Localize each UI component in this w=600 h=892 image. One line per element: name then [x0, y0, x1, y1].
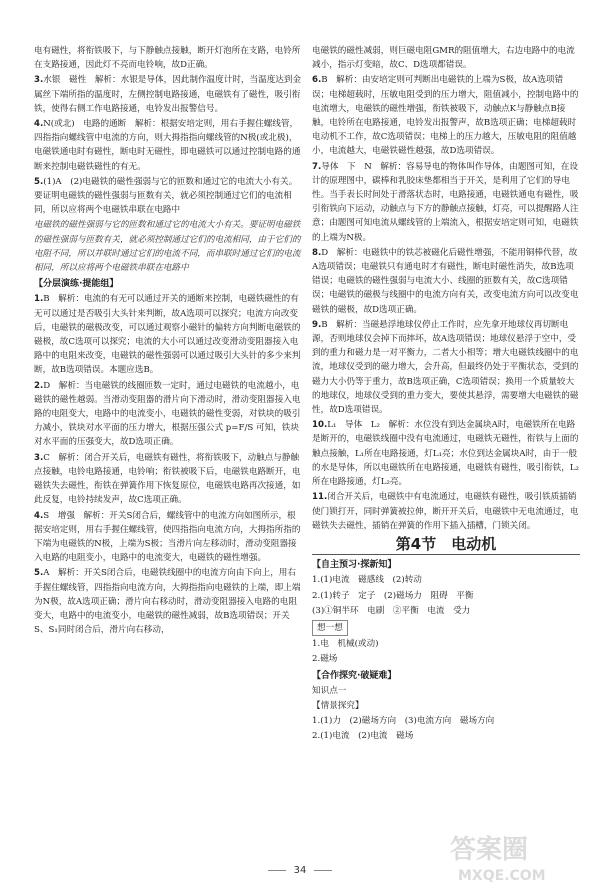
- question-number: 6.: [312, 75, 322, 86]
- question-number: 4.: [34, 119, 44, 130]
- answer-text: 知识点一: [312, 685, 347, 696]
- answer-item: [312, 160, 580, 245]
- footer-rule-left: [268, 870, 286, 871]
- answer-item: [312, 684, 580, 698]
- page-number: 34: [293, 865, 307, 876]
- answer-text: D 解析：当电磁铁的线圈匝数一定时，通过电磁铁的电流越小，电磁铁的磁性越弱。当滑动变阻器的滑片向下滑动时，滑动变阻器接入电路的电阻变大，电路中的电流变小，电磁铁的磁性变弱，对铁块的吸引力减小，铁块对水平面的压力增大，根据压强公式 p=F/S 可知，铁块对水平面的压强变大，故D选项正确。: [34, 380, 301, 448]
- question-number: 3.: [34, 452, 44, 463]
- footer-rule-right: [314, 870, 332, 871]
- answer-item: [34, 451, 302, 508]
- answer-item: [312, 73, 580, 158]
- answer-text: A 解析：开关S闭合后，电磁铁线圈中的电流方向由下向上，用右手握住螺线管，四指指向电流方向，大拇指指向电磁铁的上端，即上端为N极，故A选项正确；滑片向右移动时，滑动变阻器接入电路的电阻变大，电路中的电流变小，电磁铁的磁性减弱，故B选项错误；开关S、S₁同时闭合后，滑片向右移动，: [34, 568, 301, 636]
- answer-item: [312, 573, 580, 587]
- answer-text: D 解析：电磁铁中的铁芯被磁化后磁性增强，不能用铜棒代替，故A选项错误；电磁铁只有通电时才有磁性，断电时磁性消失，故B选项错误；电磁铁的磁性强弱与电流大小、线圈的匝数有关，故C选项错误；电磁铁的磁极与线圈中的电流方向有关，改变电流方向可以改变电磁铁的磁极，故D选项正确。: [312, 247, 579, 315]
- answer-text: 1.电 机械(或动): [312, 639, 379, 650]
- chapter-title: 第4节 电动机: [312, 537, 580, 555]
- answer-item: [34, 379, 302, 450]
- question-number: 11.: [312, 492, 328, 503]
- watermark-logo: [442, 828, 592, 886]
- answer-item: [34, 292, 302, 377]
- answer-text: 电磁铁的磁性减弱，则巨磁电阻GMR的阻值增大，右边电路中的电流减小，指示灯变暗，故C、D选项都错误。: [312, 46, 575, 71]
- think-box-label: 想一想: [312, 620, 348, 636]
- answer-text: B 解析：由安培定则可判断出电磁铁的上端为S极，故A选项错误；电梯超载时，压敏电阻受到的压力增大，阻值减小，控制电路中的电流增大，电磁铁的磁性增强，衔铁被吸下，动触点K与静触点B接触，电铃所在电路接通，电铃发出报警声，故B选项正确；电梯超载时电动机不工作，故C选项错误；电梯上的压力越大，压敏电阻的阻值越小，电流越大，电磁铁磁性越强，故D选项错误。: [312, 75, 579, 157]
- answer-text: 2.磁场: [312, 654, 338, 665]
- answer-text: (3)①铜半环 电刷 ②平衡 电流 受力: [312, 605, 471, 616]
- answer-item: [34, 509, 302, 566]
- answer-text: 电有磁性，将衔铁吸下，与下静触点接触，断开灯泡所在支路，电铃所在支路接通，因此灯不亮而电铃响，故D正确。: [34, 46, 301, 71]
- answer-text: S 增强 解析：开关S闭合后，螺线管中的电流方向如图所示，根据安培定则，用右手握住螺线管，使四指指向电流方向，大拇指所指的下端为电磁铁的N极，上端为S极；当滑片向左移动时，滑动变阻器接入电路的电阻变小，电路中的电流变大，电磁铁的磁性增强。: [34, 510, 301, 564]
- answer-item: [312, 490, 580, 533]
- answer-text: L₁ 导体 L₂ 解析：水位没有到达金属块A时，电磁铁所在电路是断开的，电磁铁线圈中没有电流通过，电磁铁无磁性，衔铁与上面的触点接触，L₁所在电路接通，灯L₁亮；水位到达金属块A时，由于一般的水是导体，所以电磁铁所在电路接通，电磁铁有磁性，吸引衔铁，L₂所在电路接通，灯L₂亮。: [312, 420, 579, 488]
- question-number: 1.: [34, 294, 44, 305]
- section-heading: 【自主预习·探新知】: [312, 560, 397, 571]
- answer-item: [312, 44, 580, 72]
- answer-item: [312, 246, 580, 317]
- think-box: [312, 619, 580, 637]
- question-number: 3.: [34, 75, 44, 86]
- handwritten-note: [34, 218, 302, 275]
- answer-item: [34, 117, 302, 174]
- answer-text: 电磁铁的磁性强弱与它的匝数和通过它的电流大小有关。要证明电磁铁的磁性强弱与匝数有关，就必须控制通过它们的电流相同，由于它们的电阻不同，所以并联时通过它们的电流不同，而串联时通过它们的电流相同，所以应将两个电磁铁串联在电路中: [34, 220, 301, 274]
- answer-item: [312, 637, 580, 651]
- answer-text: 【情景探究】: [312, 700, 364, 711]
- question-number: 10.: [312, 420, 328, 431]
- chapter-answers: [312, 558, 580, 743]
- answer-text: 2.(1)转子 定子 (2)磁场力 阻碍 平衡: [312, 590, 474, 601]
- watermark-bottom: MXQE.COM: [458, 868, 546, 884]
- question-number: 5.: [34, 176, 44, 187]
- answer-text: B 解析：当磁悬浮地球仪停止工作时，应先拿开地球仪再切断电源，否则地球仪会掉下而摔坏，故A选项错误；地球仪悬浮于空中，受到的重力和磁力是一对平衡力，二者大小相等；增大电磁铁线圈中的电流，地球仪受到的磁力增大，会升高，但最终仍处于平衡状态，受到的磁力大小仍等于重力，故B选项正确，C选项错误；换用一个质量较大的地球仪，地球仪受到的重力变大，要使其悬浮，需要增大电磁铁的磁性，故D选项错误。: [312, 319, 579, 416]
- question-number: 5.: [34, 568, 44, 579]
- right-answers: [312, 44, 580, 533]
- answer-item: [34, 566, 302, 637]
- question-number: 8.: [312, 247, 322, 258]
- watermark-top: 答案圈: [450, 835, 529, 865]
- right-column: [312, 44, 580, 745]
- answer-item: [34, 44, 302, 72]
- answer-item: [312, 418, 580, 489]
- answer-item: [312, 604, 580, 618]
- answer-text: 1.(1)力 (2)磁场方向 (3)电流方向 磁场方向: [312, 716, 495, 727]
- answer-text: 1.(1)电流 磁感线 (2)转动: [312, 575, 422, 586]
- answer-item: [34, 175, 302, 218]
- answer-item: [312, 714, 580, 728]
- answer-text: 2.(1)电流 (2)电流 磁场: [312, 731, 414, 742]
- answer-item: [34, 73, 302, 116]
- answer-item: [312, 318, 580, 417]
- left-column: [34, 44, 302, 638]
- answer-item: [312, 652, 580, 666]
- answer-text: 闭合开关后，电磁铁中有电流通过，电磁铁有磁性，吸引铁质插销使门锁打开，同时弹簧被拉伸，断开开关后，电磁铁中无电流通过，电磁铁失去磁性，插销在弹簧的作用下插入插槽，门锁关闭。: [312, 492, 579, 531]
- question-number: 9.: [312, 319, 322, 330]
- answer-text: N(或北) 电路的通断 解析：根据安培定则，用右手握住螺线管，四指指向螺线管中电流的方向，则大拇指指向螺线管的N极(或北极)，电磁铁通电时有磁性，断电时无磁性，即电磁铁可以通过控制电路的通断来控制电磁铁磁性的有无。: [34, 119, 301, 172]
- answer-item: [312, 729, 580, 743]
- answer-text: (1)A (2)电磁铁的磁性强弱与它的匝数和通过它的电流大小有关。要证明电磁铁的磁性强弱与匝数有关，就必须控制通过它们的电流相同，所以应将两个电磁铁串联在电路中: [34, 176, 298, 216]
- answer-item: [312, 589, 580, 603]
- question-number: 7.: [312, 161, 322, 172]
- question-number: 2.: [34, 380, 44, 391]
- answer-text: 水银 磁性 解析：水银是导体，因此制作温度计时，当温度达到金属丝下端所指的温度时，左侧控制电路接通，电磁铁有了磁性，吸引衔铁，使得右侧工作电路接通，电铃发出报警信号。: [34, 75, 302, 114]
- answer-text: C 解析：闭合开关后，电磁铁有磁性，将衔铁吸下，动触点与静触点接触，电铃电路接通，电铃响；衔铁被吸下后，电磁铁电路断开，电磁铁失去磁性，衔铁在弹簧作用下恢复原位，电磁铁电路再次接通，如此反复，电铃持续发声，故C选项正确。: [34, 452, 301, 506]
- section-heading: 【分层演练·提能组】: [34, 279, 119, 290]
- section-heading: 【合作探究·破疑难】: [312, 670, 397, 681]
- answer-item: [312, 699, 580, 713]
- question-number: 4.: [34, 510, 44, 521]
- answer-text: B 解析：电流的有无可以通过开关的通断来控制，电磁铁磁性的有无可以通过是否吸引大头针来判断，故A选项可以探究；电流方向改变后，电磁铁的磁极改变，可以通过观察小磁针的偏转方向判断电磁铁的磁极，故C选项可以探究；电流的大小可以通过改变滑动变阻器接入电路中的电阻来改变，电磁铁的磁性强弱可以通过吸引大头针的多少来判断，故B选项错误。本题应选B。: [34, 294, 301, 376]
- answer-text: 导体 下 N 解析：容易导电的物体叫作导体，由题图可知，在设计的原理图中，碳棒和乳胶床垫都相当于开关，是利用了它们的导电性。当手表长时间处于滑落状态时，电路接通，电磁铁通电有磁性，吸引衔铁向下运动，动触点与下方的静触点接触，灯亮，可以提醒路人注意；由题图可知电流从螺线管的上端流入，根据安培定则可知，电磁铁的上端为N极。: [312, 161, 579, 243]
